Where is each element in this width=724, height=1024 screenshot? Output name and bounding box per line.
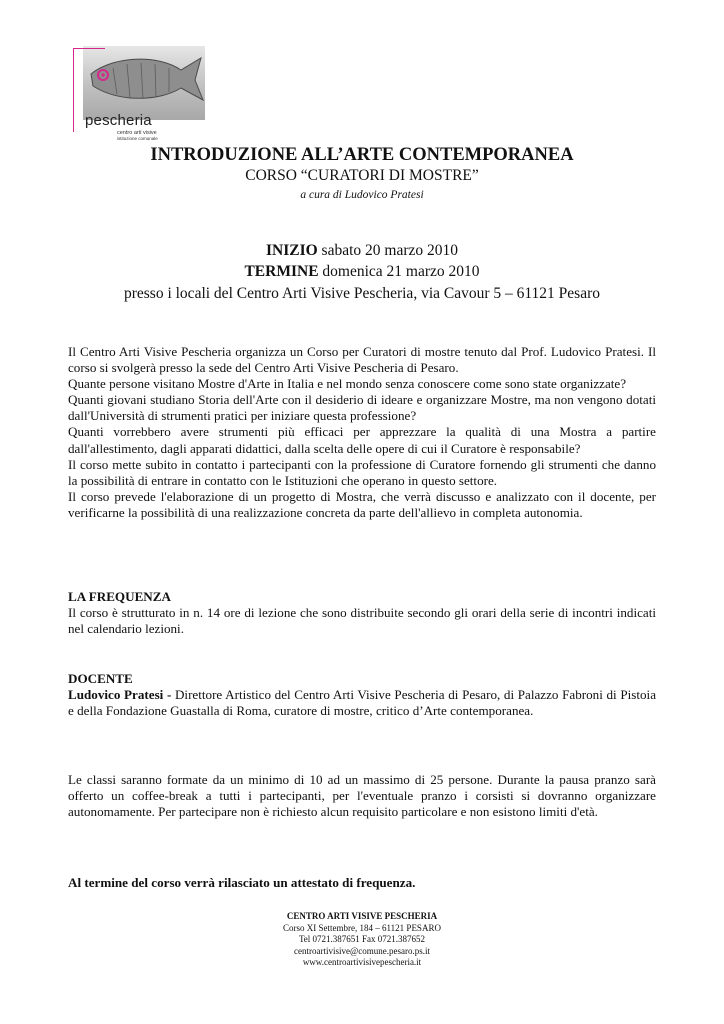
docente-name: Ludovico Pratesi - [68, 687, 172, 703]
logo-wordmark: pescheria [85, 112, 152, 129]
intro-paragraph: Il Centro Arti Visive Pescheria organizza un Corso per Curatori di mostre tenuto dal Prof. Ludovico Pratesi. Il corso si svolgerà presso la sede del Centro Arti Visive Pescheria di Pesaro. [68, 344, 656, 376]
docente-text-paragraph [68, 687, 656, 719]
final-note: Al termine del corso verrà rilasciato un attestato di frequenza. [68, 875, 416, 890]
course-subtitle: CORSO “CURATORI DI MOSTRE” [245, 167, 479, 184]
footer-address: Corso XI Settembre, 184 – 61121 PESARO [283, 922, 441, 933]
intro-paragraph: Il corso mette subito in contatto i partecipanti con la professione di Curatore fornendo gli strumenti che danno la possibilità di entrare in contatto con le Istituzioni che operano in questo settore. [68, 456, 656, 488]
end-value: domenica 21 marzo 2010 [318, 263, 480, 280]
location-line: presso i locali del Centro Arti Visive Pescheria, via Cavour 5 – 61121 Pesaro [123, 285, 601, 302]
docente-description: Direttore Artistico del Centro Arti Visive Pescheria di Pesaro, di Palazzo Fabroni di Pistoia e della Fondazione Guastalla di Roma, curatore di mostre, critico d’Arte contemporanea. [68, 687, 656, 719]
frequenza-title: LA FREQUENZA [68, 589, 171, 604]
classi-section [68, 772, 656, 820]
frequenza-text: Il corso è strutturato in n. 14 ore di lezione che sono distribuite secondo gli orari della serie di incontri indicati nel calendario lezioni. [68, 605, 656, 637]
end-label: TERMINE [244, 263, 319, 280]
footer-email: centroartivisive@comune.pesaro.ps.it [294, 945, 430, 956]
intro-paragraph: Quante persone visitano Mostre d'Arte in Italia e nel mondo senza conoscere come sono state organizzate? [68, 376, 627, 392]
intro-paragraph: Quanti giovani studiano Storia dell'Arte con il desiderio di ideare e organizzare Mostre, ma non vengono dotati dall'Università di strumenti pratici per iniziare questa professione? [68, 392, 656, 424]
classi-text: Le classi saranno formate da un minimo di 10 ad un massimo di 25 persone. Durante la pausa pranzo sarà offerto un coffee-break a tutti i partecipanti, per l'eventuale pranzo i corsisti si dovranno organizzare autonomamente. Per partecipare non è richiesto alcun requisito particolare e non esistono limiti d'età. [68, 772, 656, 820]
start-value: sabato 20 marzo 2010 [317, 242, 458, 259]
document-title: INTRODUZIONE ALL’ARTE CONTEMPORANEA [150, 145, 574, 165]
footer-web: www.centroartivisivepescheria.it [302, 957, 422, 967]
intro-section [68, 344, 656, 521]
logo-subtitle-small: istituzione comunale [117, 136, 158, 141]
start-date-line [0, 242, 724, 260]
logo-subtitle: centro arti visive [117, 130, 157, 136]
intro-paragraph: Il corso prevede l'elaborazione di un progetto di Mostra, che verrà discusso e analizzato con il docente, per verificarne la possibilità di una realizzazione concreta da parte dell'allievo in completa autonomia. [68, 488, 656, 520]
pescheria-logo [73, 46, 208, 141]
start-label: INIZIO [265, 242, 318, 259]
end-date-line [0, 263, 724, 281]
footer-phone: Tel 0721.387651 Fax 0721.387652 [298, 934, 426, 944]
intro-paragraph: Quanti vorrebbero avere strumenti più efficaci per apprezzare la qualità di una Mostra a partire dall'allestimento, dagli apparati didattici, dalla scelta delle opere di cui il Curatore è responsabile? [68, 424, 656, 456]
docente-title: DOCENTE [68, 671, 133, 686]
docente-section [68, 671, 656, 719]
curator-line: a cura di Ludovico Pratesi [300, 189, 424, 201]
frequenza-section [68, 589, 656, 637]
footer-org: CENTRO ARTI VISIVE PESCHERIA [286, 911, 438, 921]
footer-contact [0, 911, 724, 969]
